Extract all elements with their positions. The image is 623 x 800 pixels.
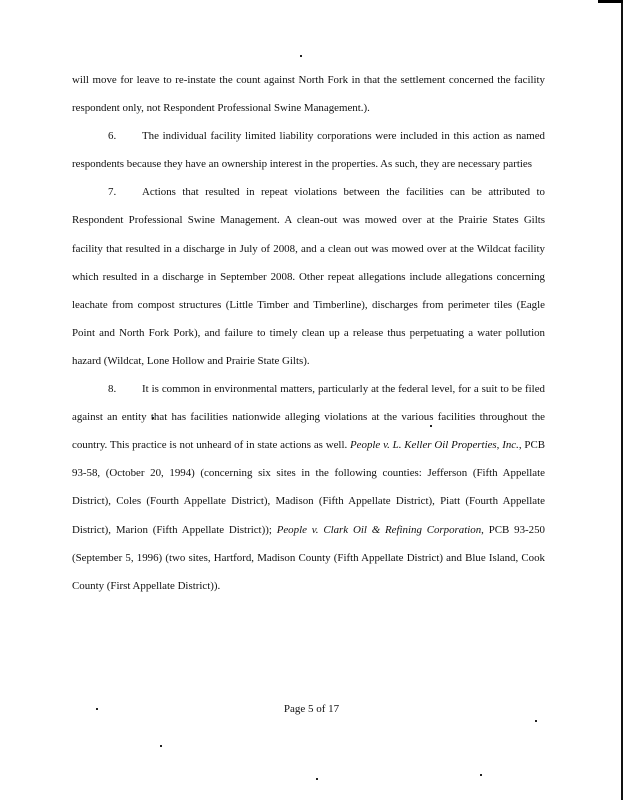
scan-speck — [535, 720, 537, 722]
paragraph-number: 6. — [108, 130, 117, 143]
scan-speck — [300, 55, 302, 57]
scan-speck — [480, 774, 482, 776]
paragraph-6 — [72, 122, 545, 178]
case-citation-keller: People v. L. Keller Oil Properties, Inc. — [350, 439, 519, 452]
paragraph-number: 8. — [108, 383, 117, 396]
scan-speck — [316, 778, 318, 780]
document-body — [72, 66, 545, 600]
paragraph-number: 7. — [108, 186, 117, 199]
paragraph-text: Actions that resulted in repeat violations between the facilities can be attributed to Respondent Professional Swine Management. A clean-out was mowed over at the Prairie States Gilts facility that resulted in a discharge in July of 2008, and a clean out was mowed over at the Wildcat facility which resulted in a discharge in September 2008. Other repeat allegations include allegations concerning leachate from compost structures (Little Timber and Timberline), discharges from perimeter tiles (Eagle Point and North Fork Pork), and failure to timely clean up a release thus perpetuating a water pollution hazard (Wildcat, Lone Hollow and Prairie State Gilts). — [72, 186, 545, 367]
paragraph-7 — [72, 178, 545, 375]
scan-speck — [160, 745, 162, 747]
case-citation-clark: People v. Clark Oil & Refining Corporation — [276, 523, 482, 536]
scan-edge-mark — [598, 0, 623, 3]
paragraph-8 — [72, 375, 545, 600]
paragraph-text: It is common in environmental matters, particularly at the federal level, for a suit to be filed against an entity that has facilities nationwide alleging violations at the various facilities throughout the country. This practice is not unheard of in state actions as well. — [72, 383, 545, 452]
paragraph-text: , PCB 93-58, (October 20, 1994) (concerning six sites in the following counties: Jefferson (Fifth Appellate District), Coles (Fourth Appellate District), Madison (Fifth Appellate District), Piatt (Fourth Appellate District), Marion (Fifth Appellate District)); — [72, 439, 545, 536]
paragraph-text: The individual facility limited liability corporations were included in this action as named respondents because they have an ownership interest in the properties. As such, they are necessary parties — [72, 130, 545, 171]
paragraph-text: , PCB 93-250 (September 5, 1996) (two sites, Hartford, Madison County (Fifth Appellate District) and Blue Island, Cook County (First Appellate District)). — [72, 523, 545, 592]
paragraph-continuation: will move for leave to re-instate the count against North Fork in that the settlement concerned the facility respondent only, not Respondent Professional Swine Management.). — [72, 74, 545, 115]
page-number-footer: Page 5 of 17 — [283, 703, 340, 715]
